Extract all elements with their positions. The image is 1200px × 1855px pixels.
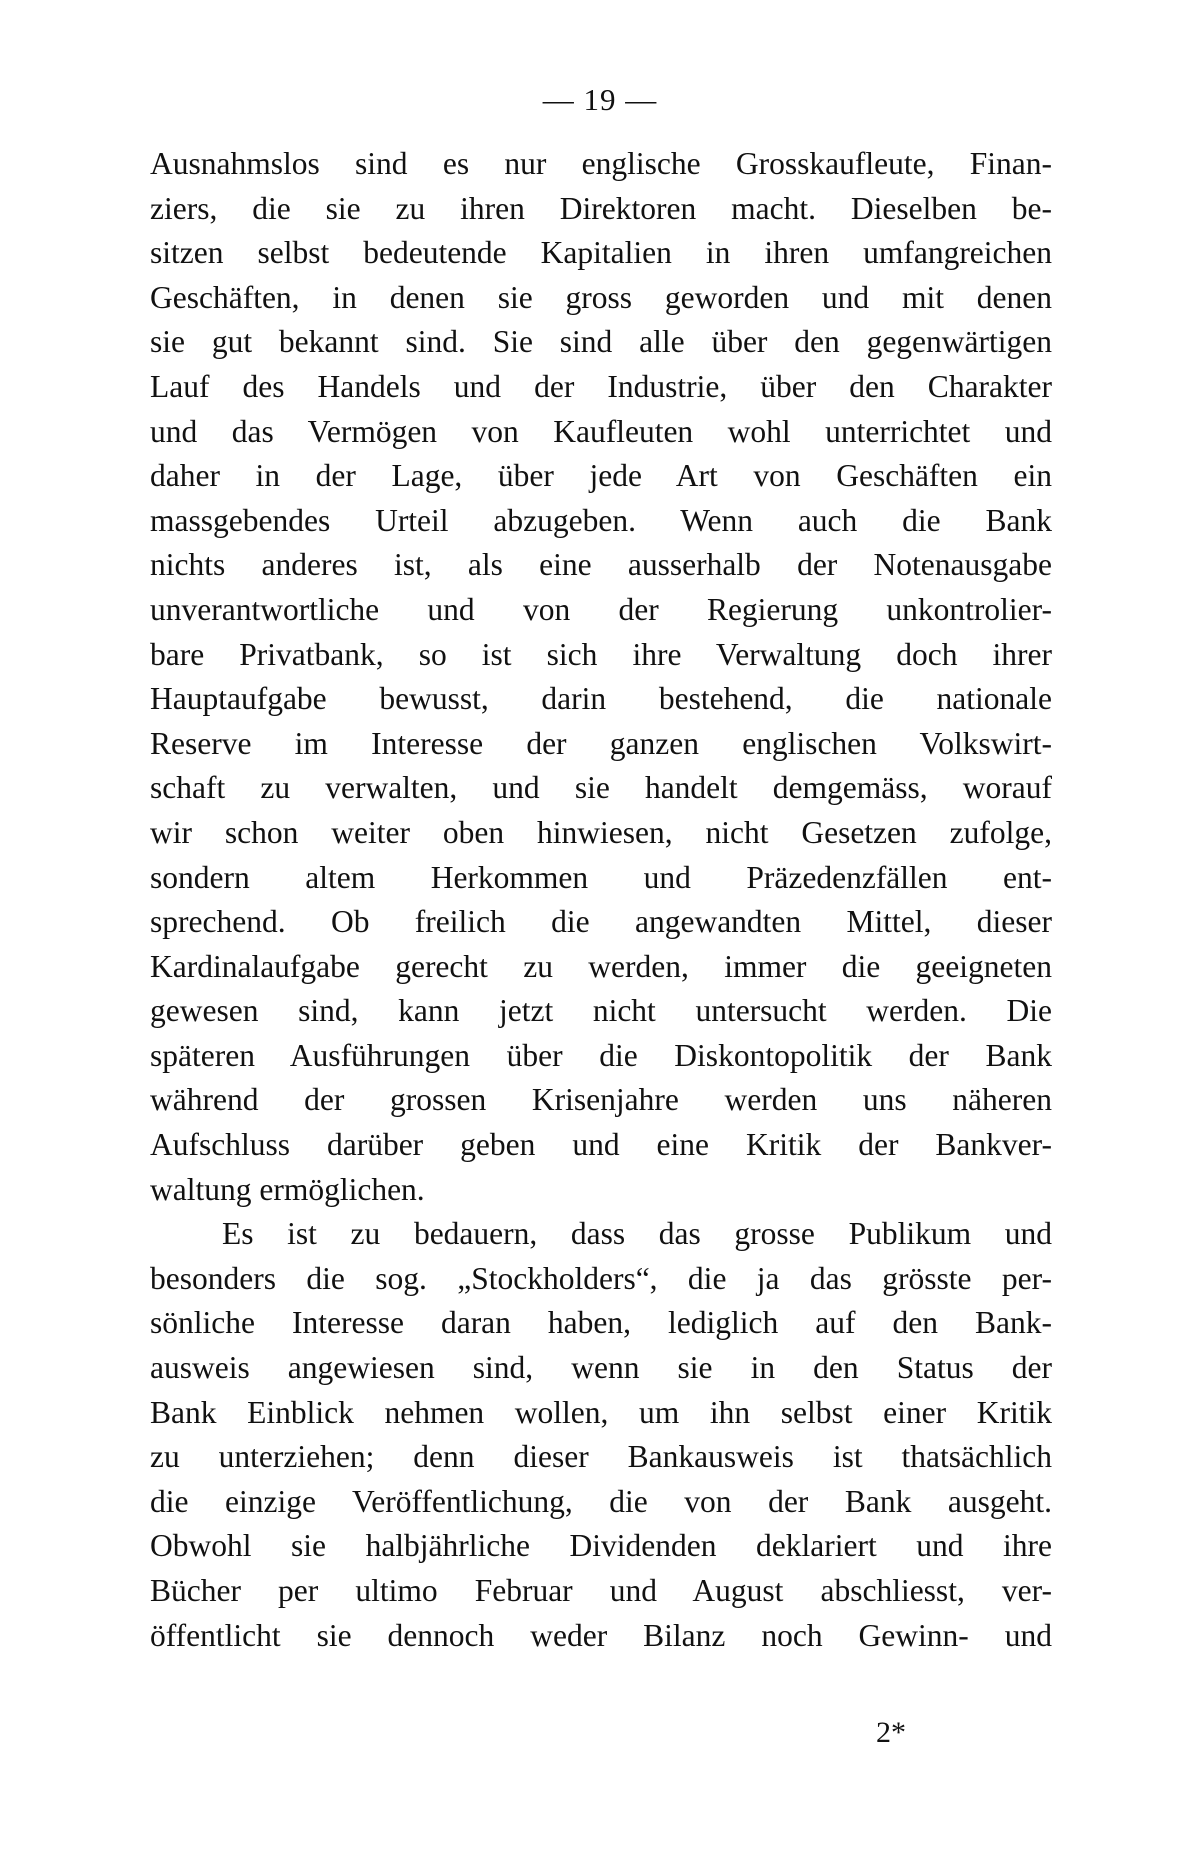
text-line: Ausnahmslos sind es nur englische Grosskaufleute, Finan-: [150, 146, 1052, 181]
text-line: daher in der Lage, über jede Art von Geschäften ein: [150, 458, 1052, 494]
text-line: Bank Einblick nehmen wollen, um ihn selbst einer Kritik: [150, 1394, 1052, 1430]
text-line: ziers, die sie zu ihren Direktoren macht. Dieselben be-: [150, 190, 1052, 226]
text-line: waltung ermöglichen.: [150, 1171, 425, 1207]
text-line: Es ist zu bedauern, dass das grosse Publikum und: [222, 1216, 1052, 1252]
text-line: Reserve im Interesse der ganzen englischen Volkswirt-: [150, 725, 1052, 761]
text-line: und das Vermögen von Kaufleuten wohl unterrichtet und: [150, 413, 1052, 449]
text-line: sondern altem Herkommen und Präzedenzfällen ent-: [150, 859, 1052, 895]
text-line: bare Privatbank, so ist sich ihre Verwaltung doch ihrer: [150, 636, 1052, 672]
text-line: ausweis angewiesen sind, wenn sie in den Status der: [150, 1350, 1052, 1386]
body-text: [150, 142, 1052, 1658]
text-line: die einzige Veröffentlichung, die von der Bank ausgeht.: [150, 1483, 1052, 1519]
text-line: nichts anderes ist, als eine ausserhalb der Notenausgabe: [150, 547, 1052, 583]
text-line: sie gut bekannt sind. Sie sind alle über den gegenwärtigen: [150, 324, 1052, 360]
text-line: Bücher per ultimo Februar und August abschliesst, ver-: [150, 1573, 1052, 1608]
text-line: besonders die sog. „Stockholders“, die ja das grösste per-: [150, 1260, 1052, 1296]
text-line: massgebendes Urteil abzugeben. Wenn auch die Bank: [150, 502, 1052, 538]
paragraph-1: [150, 142, 1052, 1212]
text-line: öffentlicht sie dennoch weder Bilanz noch Gewinn- und: [150, 1617, 1052, 1653]
text-line: während der grossen Krisenjahre werden uns näheren: [150, 1082, 1052, 1118]
text-line: sönliche Interesse daran haben, lediglich auf den Bank-: [150, 1305, 1052, 1341]
text-line: sitzen selbst bedeutende Kapitalien in ihren umfangreichen: [150, 235, 1052, 271]
text-line: späteren Ausführungen über die Diskontopolitik der Bank: [150, 1037, 1052, 1073]
signature-mark: 2*: [876, 1716, 906, 1749]
paragraph-2: [150, 1212, 1052, 1658]
text-line: schaft zu verwalten, und sie handelt demgemäss, worauf: [150, 770, 1052, 806]
text-line: unverantwortliche und von der Regierung unkontrolier-: [150, 591, 1052, 627]
text-line: Obwohl sie halbjährliche Dividenden deklariert und ihre: [150, 1528, 1052, 1564]
page-number: — 19 —: [542, 82, 658, 117]
text-line: gewesen sind, kann jetzt nicht untersucht werden. Die: [150, 993, 1052, 1029]
text-line: Lauf des Handels und der Industrie, über den Charakter: [150, 368, 1052, 404]
text-line: wir schon weiter oben hinwiesen, nicht Gesetzen zufolge,: [150, 814, 1052, 850]
text-line: Hauptaufgabe bewusst, darin bestehend, die nationale: [150, 681, 1052, 717]
text-line: zu unterziehen; denn dieser Bankausweis ist thatsächlich: [150, 1439, 1052, 1475]
text-line: Kardinalaufgabe gerecht zu werden, immer die geeigneten: [150, 948, 1052, 984]
text-line: Geschäften, in denen sie gross geworden und mit denen: [150, 279, 1052, 315]
text-line: Aufschluss darüber geben und eine Kritik der Bankver-: [150, 1127, 1052, 1163]
text-line: sprechend. Ob freilich die angewandten Mittel, dieser: [150, 904, 1052, 940]
